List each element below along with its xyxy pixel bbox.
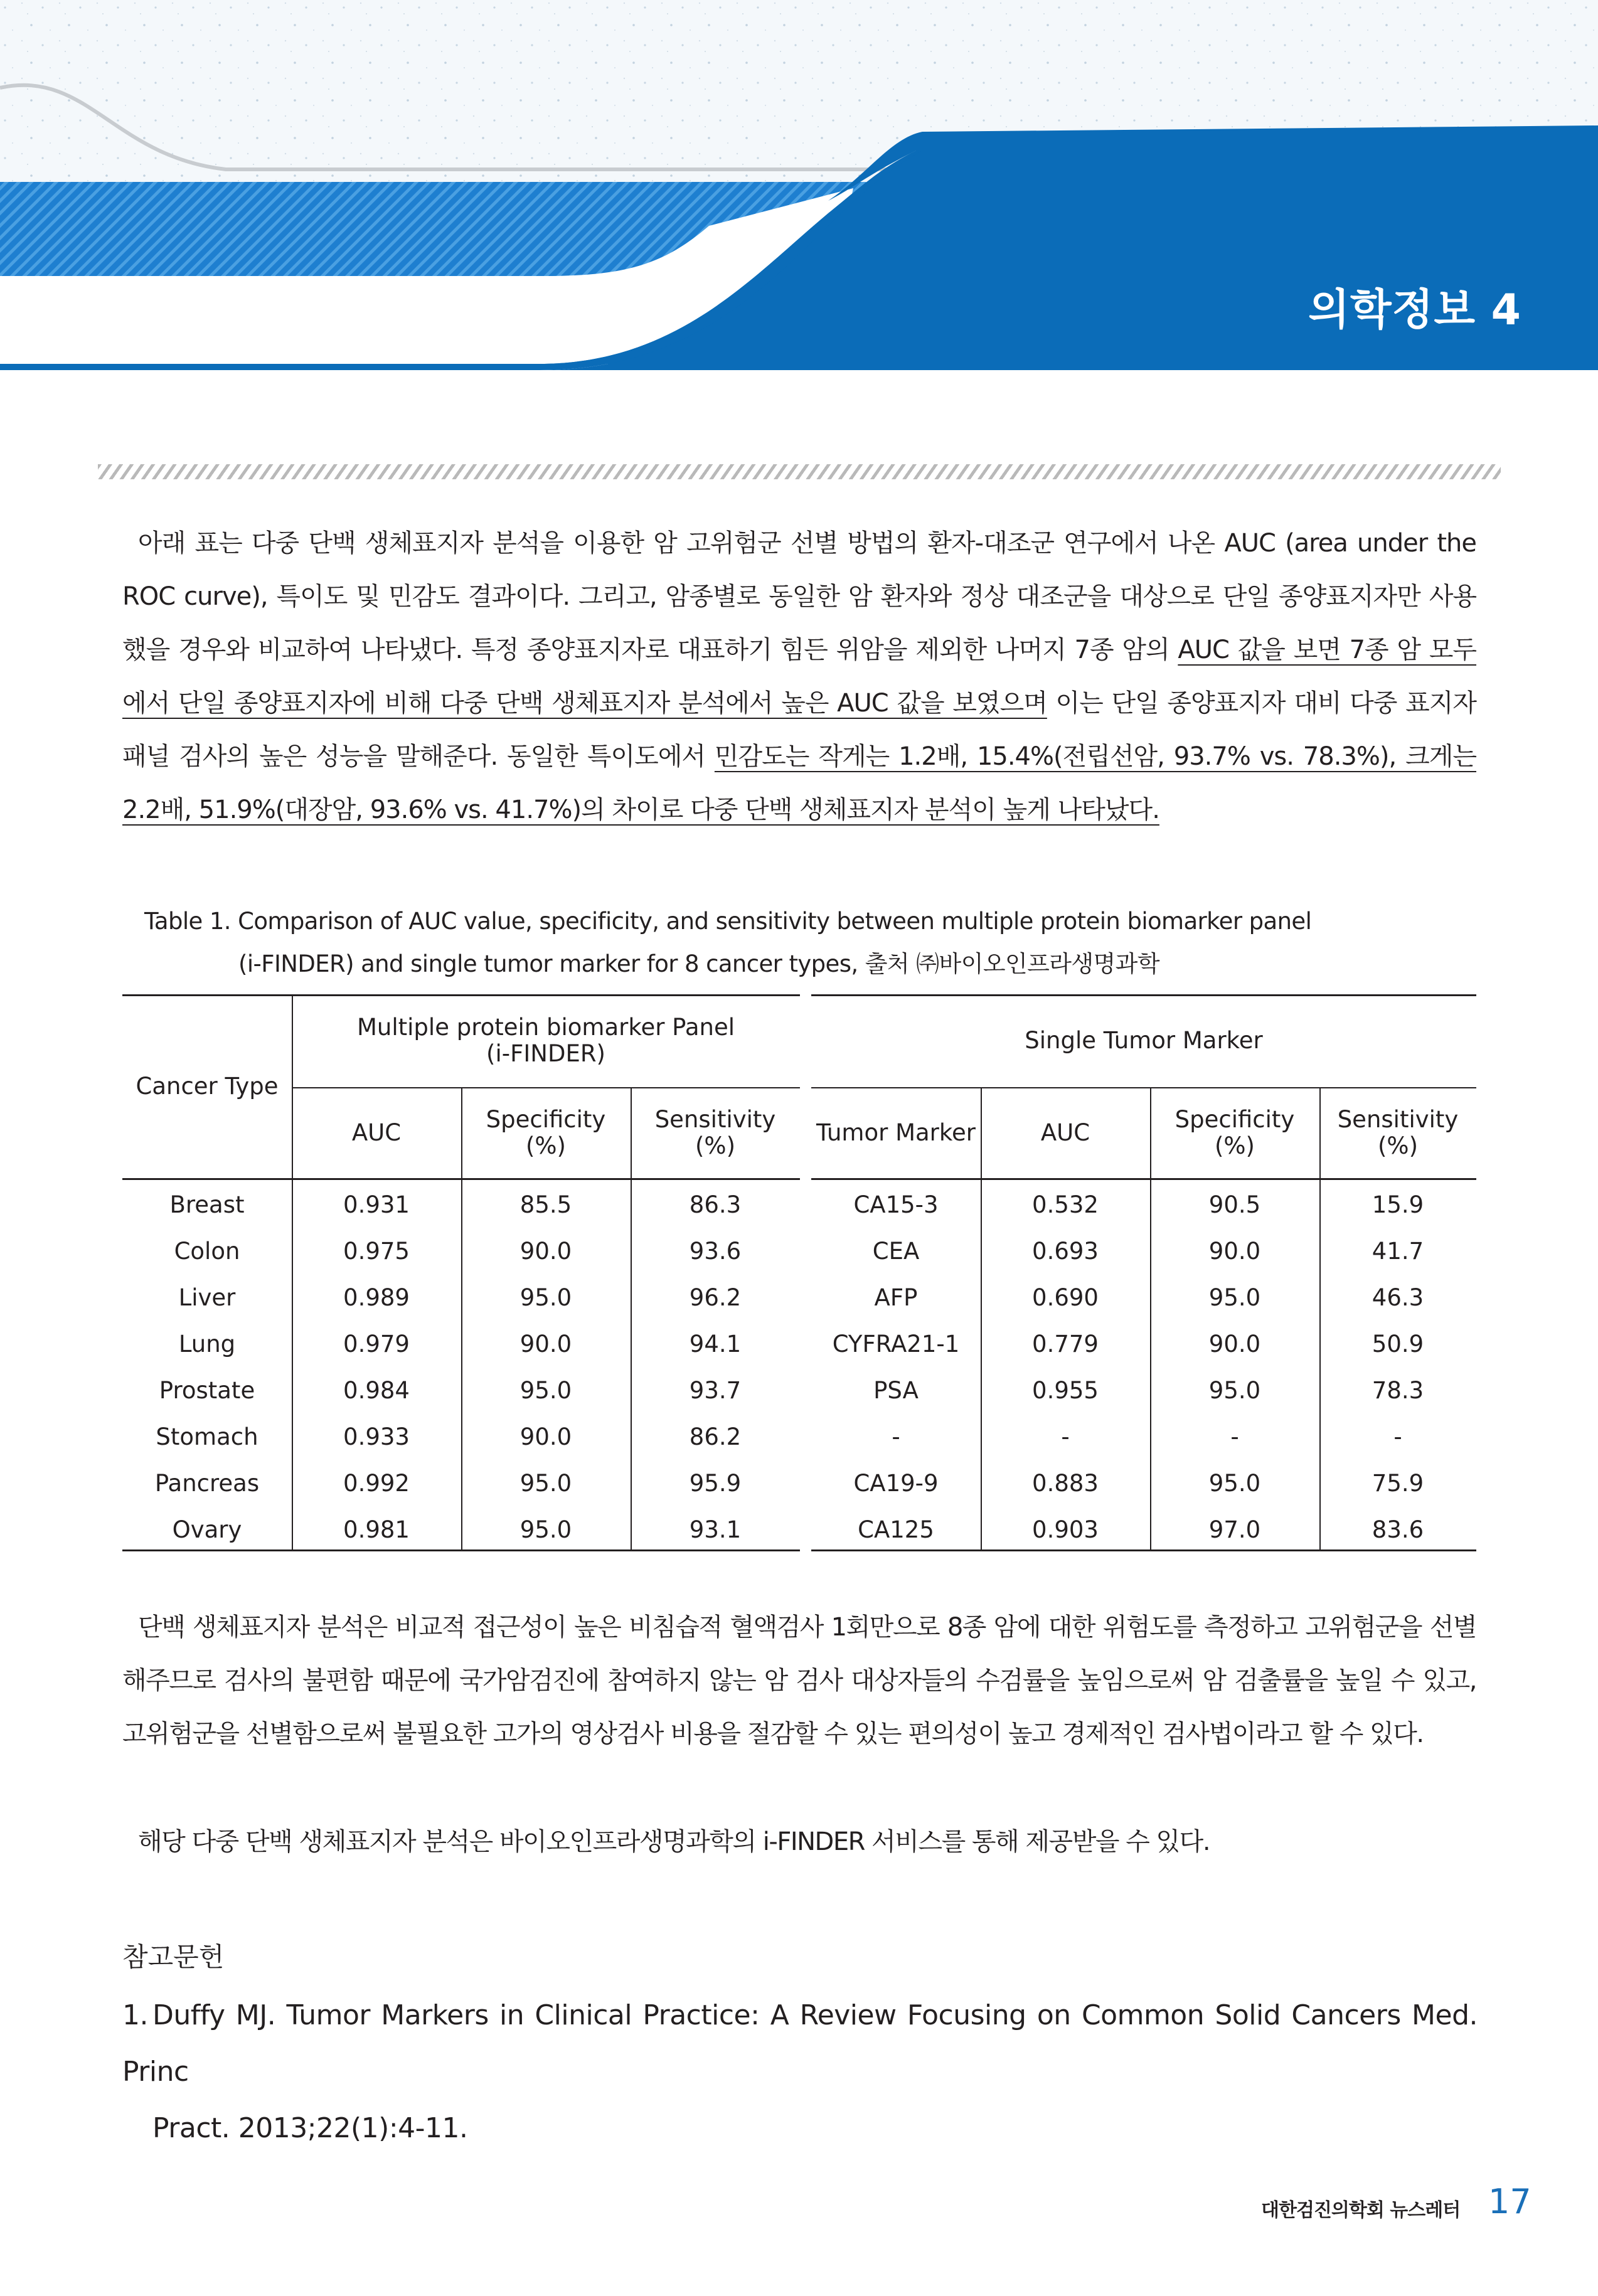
table-cell-cancer-type: Stomach [156, 1423, 258, 1450]
body-text-3: 해당 다중 단백 생체표지자 분석은 바이오인프라생명과학의 i-FINDER 서비스를 통해 제공받을 수 있다. [138, 1827, 1210, 1856]
table-cell-marker-auc: 0.779 [1032, 1331, 1099, 1358]
intro-underlined-2: 민감도는 작게는 1.2배, 15.4%(전립선암, 93.7% vs. 78.3%), 크게는 2.2배, 51.9%(대장암, 93.6% vs. 41.7%)의 차이로 다중 단백 생체표지자 분석이 높게 나타났다. [122, 742, 1476, 824]
header-auc: AUC [1040, 1119, 1090, 1146]
references-title: 참고문헌 [122, 1942, 225, 1972]
header-tumor-marker: Tumor Marker [816, 1119, 976, 1146]
table-cell-marker-specificity: 90.5 [1208, 1191, 1261, 1218]
table-cell-tumor-marker: CA19-9 [853, 1470, 939, 1497]
table-cell-marker-auc: - [1061, 1423, 1070, 1450]
table-cell-panel-specificity: 90.0 [519, 1238, 572, 1265]
header-sensitivity: Sensitivity (%) [654, 1105, 776, 1159]
table-cell-tumor-marker: - [892, 1423, 900, 1450]
table-cell-marker-specificity: 95.0 [1208, 1470, 1261, 1497]
table-cell-panel-sensitivity: 96.2 [689, 1284, 742, 1311]
table-cell-panel-sensitivity: 86.3 [689, 1191, 742, 1218]
table-header-bottom-rule-right [811, 1178, 1476, 1180]
table-cell-panel-sensitivity: 86.2 [689, 1423, 742, 1450]
table-cell-marker-specificity: 97.0 [1208, 1516, 1261, 1543]
table-cell-panel-auc: 0.975 [343, 1238, 410, 1265]
header-group-panel: Multiple protein biomarker Panel (i-FINDER) [356, 1014, 735, 1067]
table-cell-cancer-type: Colon [174, 1238, 240, 1265]
body-paragraph-2 [122, 1601, 1476, 1761]
table-cell-panel-specificity: 95.0 [519, 1470, 572, 1497]
page-number: 17 [1488, 2182, 1531, 2221]
table-cell-cancer-type: Breast [169, 1191, 245, 1218]
table-cell-panel-specificity: 90.0 [519, 1423, 572, 1450]
table-cell-panel-specificity: 95.0 [519, 1377, 572, 1404]
table-cell-marker-sensitivity: - [1393, 1423, 1402, 1450]
comparison-table [122, 994, 1476, 1553]
header-specificity: Specificity (%) [486, 1105, 606, 1159]
table-cell-marker-auc: 0.690 [1032, 1284, 1099, 1311]
table-cell-marker-specificity: 95.0 [1208, 1284, 1261, 1311]
table-cell-marker-sensitivity: 46.3 [1372, 1284, 1424, 1311]
hatched-divider [98, 464, 1501, 479]
table-cell-marker-auc: 0.532 [1032, 1191, 1099, 1218]
table-cell-cancer-type: Ovary [172, 1516, 242, 1543]
table-cell-marker-specificity: 90.0 [1208, 1331, 1261, 1358]
table-cell-tumor-marker: CA15-3 [853, 1191, 939, 1218]
table-cell-marker-auc: 0.883 [1032, 1470, 1099, 1497]
table-cell-marker-specificity: 90.0 [1208, 1238, 1261, 1265]
table-cell-panel-auc: 0.981 [343, 1516, 410, 1543]
header-cancer-type: Cancer Type [136, 1072, 279, 1100]
table-cell-marker-sensitivity: 50.9 [1372, 1331, 1424, 1358]
table-cell-marker-specificity: - [1230, 1423, 1239, 1450]
table-cell-tumor-marker: CA125 [858, 1516, 934, 1543]
header-group-single: Single Tumor Marker [1025, 1027, 1263, 1054]
table-cell-cancer-type: Prostate [159, 1377, 255, 1404]
reference-line-2: Pract. 2013;22(1):4-11. [152, 2112, 468, 2144]
header-auc: AUC [351, 1119, 402, 1146]
table-cell-panel-sensitivity: 93.1 [689, 1516, 742, 1543]
table-cell-panel-sensitivity: 93.6 [689, 1238, 742, 1265]
table-cell-marker-sensitivity: 83.6 [1372, 1516, 1424, 1543]
table-cell-panel-auc: 0.984 [343, 1377, 410, 1404]
table-cell-tumor-marker: PSA [873, 1377, 919, 1404]
table-cell-marker-sensitivity: 15.9 [1372, 1191, 1424, 1218]
header-wave-graphic [0, 0, 1598, 401]
table-cell-marker-auc: 0.955 [1032, 1377, 1099, 1404]
table-cell-panel-sensitivity: 93.7 [689, 1377, 742, 1404]
table-cell-marker-specificity: 95.0 [1208, 1377, 1261, 1404]
table-cell-panel-specificity: 85.5 [519, 1191, 572, 1218]
section-title: 의학정보 4 [1308, 285, 1521, 335]
table-cell-cancer-type: Liver [178, 1284, 236, 1311]
reference-line-1: Duffy MJ. Tumor Markers in Clinical Practice: A Review Focusing on Common Solid Cancers Med. Princ [122, 1999, 1478, 2088]
header-banner [0, 0, 1598, 401]
table-cell-tumor-marker: CYFRA21-1 [832, 1331, 960, 1358]
table-cell-panel-auc: 0.989 [343, 1284, 410, 1311]
table-cell-panel-sensitivity: 95.9 [689, 1470, 742, 1497]
table-cell-panel-sensitivity: 94.1 [689, 1331, 742, 1358]
table-cell-panel-auc: 0.992 [343, 1470, 410, 1497]
reference-item [122, 1987, 1478, 2157]
table-cell-cancer-type: Pancreas [154, 1470, 260, 1497]
table-cell-marker-auc: 0.693 [1032, 1238, 1099, 1265]
table-cell-panel-auc: 0.931 [343, 1191, 410, 1218]
intro-paragraph [122, 517, 1476, 837]
caption-line-1: Table 1. Comparison of AUC value, specificity, and sensitivity between multiple protein biomarker panel [144, 908, 1312, 935]
table-cell-marker-sensitivity: 78.3 [1372, 1377, 1424, 1404]
header-sensitivity: Sensitivity (%) [1337, 1105, 1459, 1159]
table-cell-marker-auc: 0.903 [1032, 1516, 1099, 1543]
intro-text-2: 이는 단일 종양표지자 대비 다중 표지자 패널 검사의 높은 성능을 말해준다. 동일한 특이도에서 [122, 689, 1477, 771]
caption-line-2: (i-FINDER) and single tumor marker for 8 cancer types, 출처 ㈜바이오인프라생명과학 [238, 950, 1159, 977]
table-caption [144, 900, 1399, 986]
table-cell-marker-sensitivity: 75.9 [1372, 1470, 1424, 1497]
table-cell-cancer-type: Lung [178, 1331, 236, 1358]
body-text-2: 단백 생체표지자 분석은 비교적 접근성이 높은 비침습적 혈액검사 1회만으로 8종 암에 대한 위험도를 측정하고 고위험군을 선별해주므로 검사의 불편함 때문에 국가암검진에 참여하지 않는 암 검사 대상자들의 수검률을 높임으로써 암 검출률을 높일 수 있고, 고위험군을 선별함으로써 불필요한 고가의 영상검사 비용을 절감할 수 있는 편의성이 높고 경제적인 검사법이라고 할 수 있다. [122, 1613, 1476, 1748]
table-cell-panel-auc: 0.933 [343, 1423, 410, 1450]
table-cell-panel-specificity: 90.0 [519, 1331, 572, 1358]
table-cell-tumor-marker: CEA [872, 1238, 920, 1265]
intro-underlined-1: AUC 값을 보면 7종 암 모두에서 단일 종양표지자에 비해 다중 단백 생체표지자 분석에서 높은 AUC 값을 보였으며 [122, 635, 1477, 718]
table-cell-tumor-marker: AFP [874, 1284, 918, 1311]
header-specificity: Specificity (%) [1175, 1105, 1295, 1159]
body-paragraph-3 [122, 1815, 1476, 1869]
reference-number: 1. [122, 1999, 148, 2031]
intro-text-1: 아래 표는 다중 단백 생체표지자 분석을 이용한 암 고위험군 선별 방법의 환자-대조군 연구에서 나온 AUC (area under the ROC curve), 특이도 및 민감도 결과이다. 그리고, 암종별로 동일한 암 환자와 정상 대조군을 대상으로 단일 종양표지자만 사용했을 경우와 비교하여 나타냈다. 특정 종양표지자로 대표하기 힘든 위암을 제외한 나머지 7종 암의 [122, 529, 1476, 664]
table-cell-marker-sensitivity: 41.7 [1372, 1238, 1424, 1265]
table-cell-panel-specificity: 95.0 [519, 1284, 572, 1311]
table-cell-panel-auc: 0.979 [343, 1331, 410, 1358]
table-cell-panel-specificity: 95.0 [519, 1516, 572, 1543]
footer-publication: 대한검진의학회 뉴스레터 [1261, 2199, 1461, 2221]
